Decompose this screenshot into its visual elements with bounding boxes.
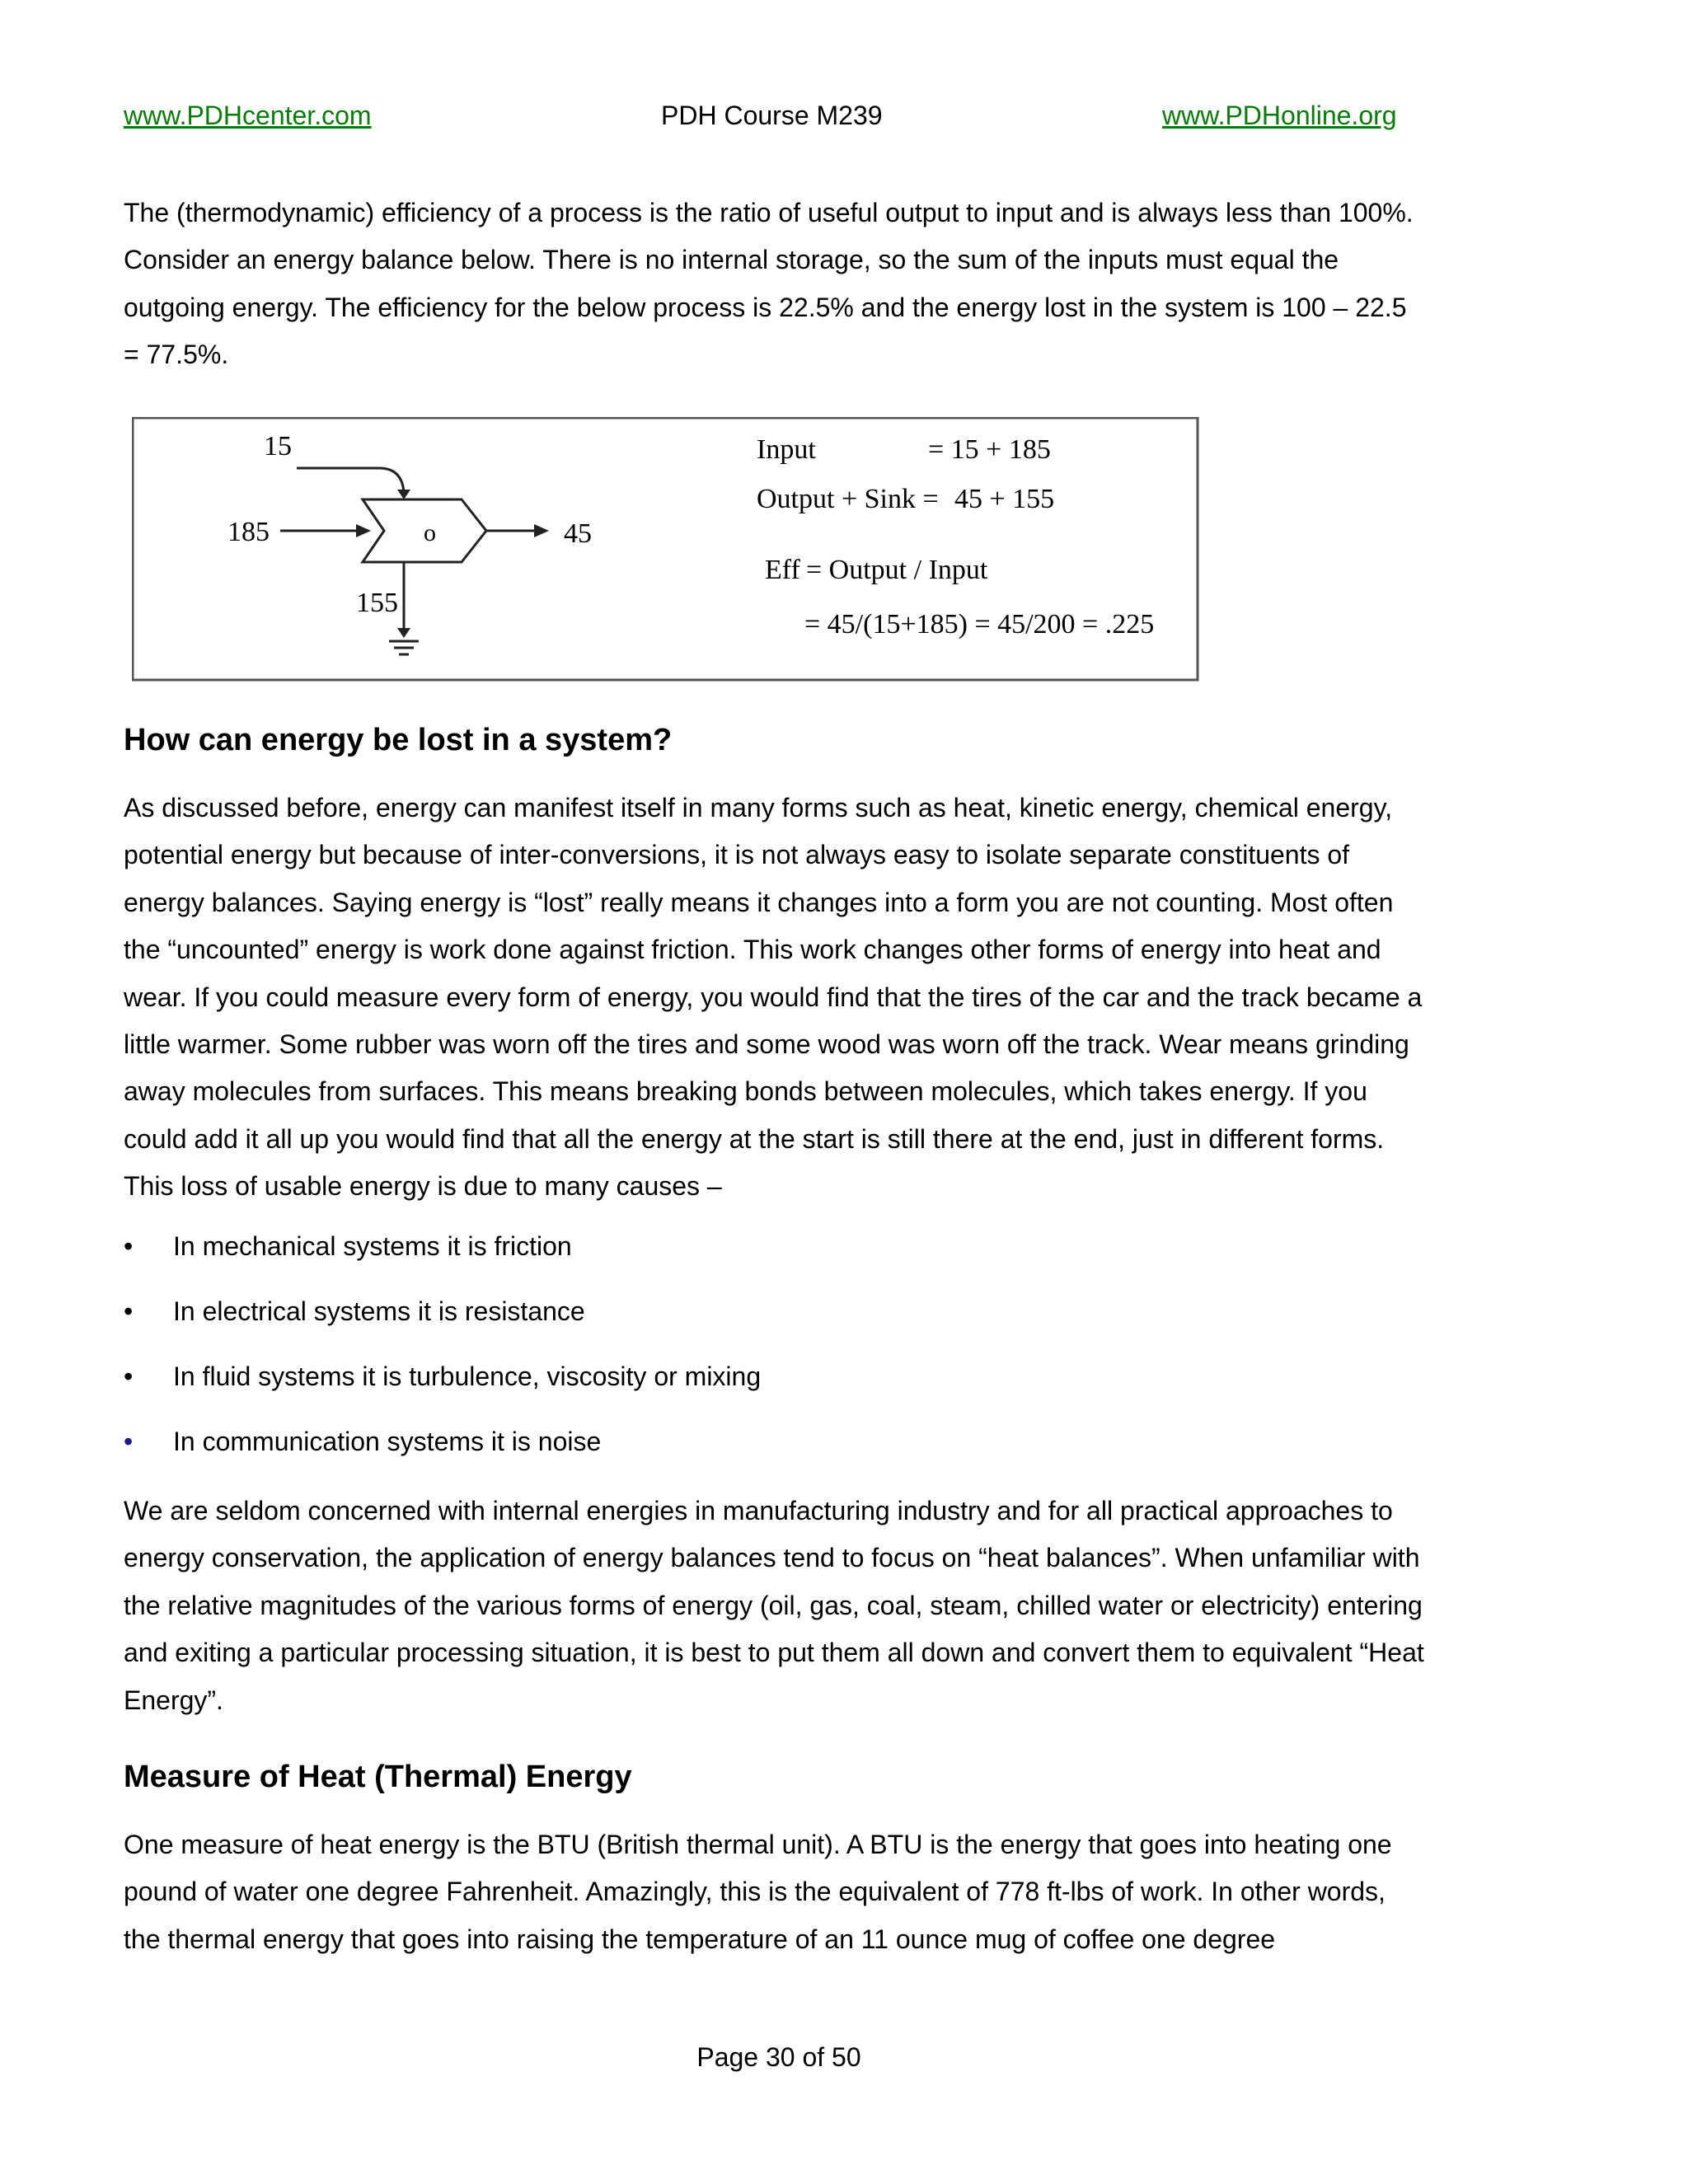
bullet-icon: • — [124, 1231, 134, 1261]
course-title: PDH Course M239 — [661, 101, 883, 130]
heat-balance-paragraph — [124, 1488, 1426, 1724]
section-heading-heat-energy: Measure of Heat (Thermal) Energy — [124, 1760, 632, 1794]
header-right-link[interactable]: www.PDHonline.org — [1162, 101, 1397, 130]
eq-output-label: Output + Sink = — [757, 484, 939, 514]
section-heading-energy-loss: How can energy be lost in a system? — [124, 723, 673, 757]
label-input-left: 185 — [227, 517, 270, 547]
btu-paragraph-text: One measure of heat energy is the BTU (British thermal unit). A BTU is the energy that goes into heating one pound of water one degree Fahrenheit. Amazingly, this is the equivalent of 778 ft-lbs of work. In other words, the thermal energy that goes into raising the temperature of an 11 ounce mug of coffee one degree — [124, 1830, 1392, 1954]
eq-eff-value: = Output / Input — [806, 555, 988, 585]
eq-input-value: = 15 + 185 — [928, 434, 1051, 465]
intro-paragraph-text: The (thermodynamic) efficiency of a process is the ratio of useful output to input and is always less than 100%. Consider an energy balance below. There is no internal storage, so the sum of the inputs must equal the outgoing energy. The efficiency for the below process is 22.5% and the energy lost in the system is 100 – 22.5 = 77.5%. — [124, 198, 1414, 370]
eq-eff-result: = 45/(15+185) = 45/200 = .225 — [804, 609, 1155, 640]
list-item — [124, 1230, 1426, 1295]
page-number: Page 30 of 50 — [696, 2042, 861, 2072]
list-item — [124, 1295, 1426, 1360]
list-item-text: In electrical systems it is resistance — [173, 1296, 585, 1326]
list-item — [124, 1425, 1426, 1490]
heat-balance-paragraph-text: We are seldom concerned with internal energies in manufacturing industry and for all practical approaches to energy conservation, the application of energy balances tend to focus on “heat balances”. When unfamiliar with the relative magnitudes of the various forms of energy (oil, gas, coal, steam, chilled water or electricity) entering and exiting a particular processing situation, it is best to put them all down and convert them to equivalent “Heat Energy”. — [124, 1496, 1424, 1715]
energy-loss-paragraph — [124, 785, 1426, 1211]
eq-input-label: Input — [757, 434, 816, 465]
list-item-text: In communication systems it is noise — [173, 1427, 602, 1456]
label-output: 45 — [564, 518, 592, 549]
energy-balance-figure — [132, 417, 1207, 684]
energy-loss-paragraph-text: As discussed before, energy can manifest itself in many forms such as heat, kinetic energy, chemical energy, potential energy but because of inter-conversions, it is not always easy to isolate separate constituents of energy balances. Saying energy is “lost” really means it changes into a form you are not counting. Most often the “uncounted” energy is work done against friction. This work changes other forms of energy into heat and wear. If you could measure every form of energy, you would find that the tires of the car and the track became a little warmer. Some rubber was worn off the tires and some wood was worn off the track. Wear means grinding away molecules from surfaces. This means breaking bonds between molecules, which takes energy. If you could add it all up you would find that all the energy at the start is still there at the end, just in different forms. This loss of usable energy is due to many causes – — [124, 793, 1423, 1202]
btu-paragraph — [124, 1821, 1426, 1963]
label-node-symbol: o — [424, 519, 436, 546]
eq-eff-label: Eff — [765, 555, 800, 585]
loss-causes-list — [124, 1230, 1426, 1490]
list-item — [124, 1360, 1426, 1425]
list-item-text: In mechanical systems it is friction — [173, 1231, 572, 1261]
header-left-link[interactable]: www.PDHcenter.com — [124, 101, 372, 130]
bullet-icon: • — [124, 1427, 134, 1456]
energy-balance-diagram — [132, 417, 1207, 684]
label-sink: 155 — [356, 588, 398, 618]
eq-output-value: 45 + 155 — [954, 484, 1055, 514]
list-item-text: In fluid systems it is turbulence, viscosity or mixing — [173, 1361, 762, 1391]
bullet-icon: • — [124, 1361, 134, 1391]
label-input-top: 15 — [264, 431, 292, 462]
intro-paragraph — [124, 190, 1426, 379]
bullet-icon: • — [124, 1296, 134, 1326]
